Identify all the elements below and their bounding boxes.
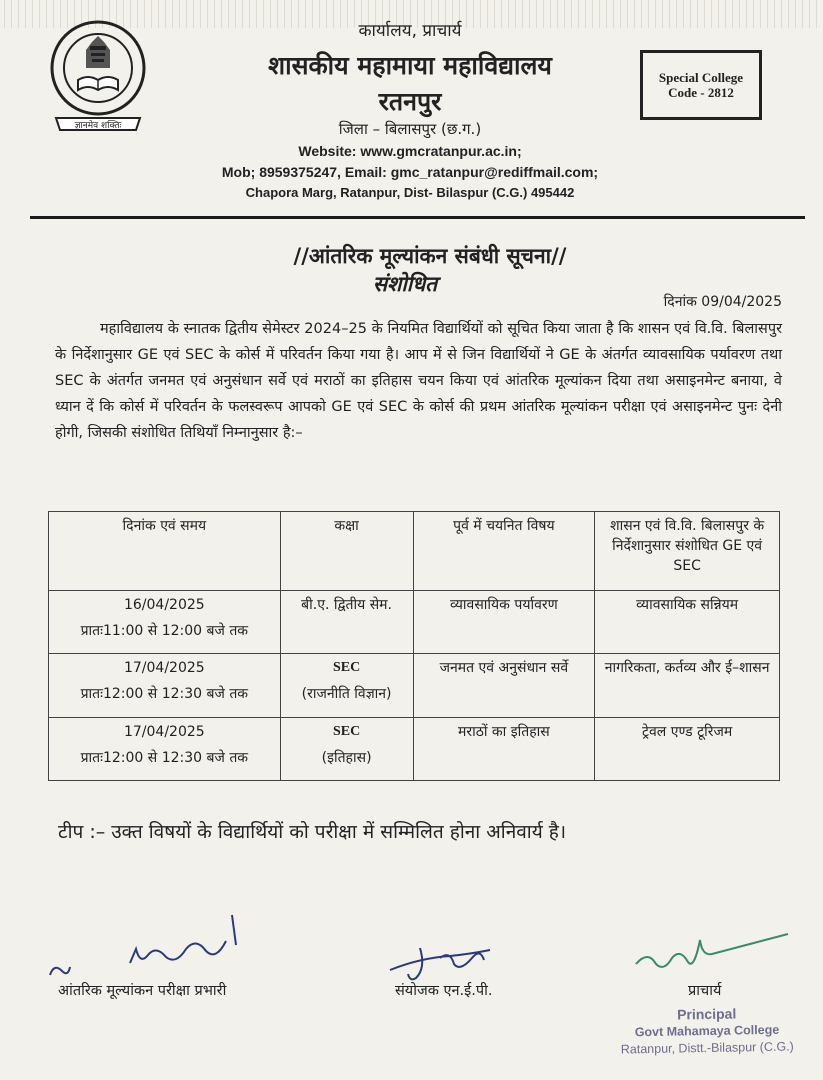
college-code-label: Special College — [658, 70, 744, 85]
notice-body: महाविद्यालय के स्नातक द्वितीय सेमेस्टर 2024–25 के नियमित विद्यार्थियों को सूचित किया जाता है कि शासन एवं वि.वि. बिलासपुर के निर्देशानुसार GE एवं SEC के कोर्स में परिवर्तन किया गया है। आप में से जिन विद्यार्थियों ने GE के अंतर्गत व्यावसायिक पर्यावरण तथा SEC के अंतर्गत जनमत एवं अनुसंधान सर्वे एवं मराठों का इतिहास चयन किया एवं आंतरिक मूल्यांकन दिया तथा असाइनमेन्ट बनाया, वे ध्यान दें कि कोर्स में परिवर्तन के फलस्वरूप आपको GE एवं SEC के कोर्स की प्रथम आंतरिक मूल्यांकन परीक्षा एवं असाइनमेन्ट पुनः देनी होगी, जिसकी संशोधित तिथियाँ निम्नानुसार है:– — [55, 321, 782, 441]
stamp-line-3: Ratanpur, Distt.-Bilaspur (C.G.) — [620, 1039, 794, 1057]
signature-left — [40, 905, 260, 985]
cell-time: प्रातः12:00 से 12:30 बजे तक — [80, 686, 249, 703]
cell-date: 17/04/2025 — [123, 723, 205, 740]
cell-class-sub: (राजनीति विज्ञान) — [301, 686, 392, 703]
stamp-line-2: Govt Mahamaya College — [634, 1022, 780, 1040]
cell-time: प्रातः11:00 से 12:00 बजे तक — [80, 623, 249, 639]
cell-class — [280, 654, 413, 717]
logo-motto: ज्ञानमेव शक्तिः — [74, 121, 122, 131]
cell-class-main: बी.ए. द्वितीय सेम. — [301, 597, 393, 613]
cell-revised-subject: नागरिकता, कर्तव्य और ई–शासन — [595, 654, 780, 717]
cell-class — [280, 717, 413, 780]
college-code-box — [640, 50, 762, 120]
cell-date: 17/04/2025 — [123, 660, 205, 677]
notice-date: दिनांक 09/04/2025 — [663, 294, 782, 310]
header-date-time: दिनांक एवं समय — [49, 512, 281, 591]
cell-previous-subject: मराठों का इतिहास — [413, 717, 595, 780]
cell-revised-subject: व्यावसायिक सन्नियम — [595, 591, 780, 654]
principal-stamp — [592, 1004, 823, 1059]
header-previous-subject: पूर्व में चयनित विषय — [413, 512, 595, 591]
table-row — [49, 591, 780, 654]
notice-title: //आंतरिक मूल्यांकन संबंधी सूचना// — [293, 244, 567, 268]
schedule-table — [48, 511, 780, 781]
website-line: Website: www.gmcratanpur.ac.in; — [298, 143, 522, 159]
cell-class — [280, 591, 413, 654]
cell-date: 16/04/2025 — [123, 597, 205, 613]
contact-line: Mob; 8959375247, Email: gmc_ratanpur@rediffmail.com; — [221, 164, 599, 180]
cell-previous-subject: व्यावसायिक पर्यावरण — [413, 591, 595, 654]
signature-right — [628, 920, 798, 980]
college-emblem-logo — [48, 16, 148, 138]
stamp-line-1: Principal — [676, 1005, 737, 1023]
signature-label-principal: प्राचार्य — [688, 983, 722, 999]
cell-time: प्रातः12:00 से 12:30 बजे तक — [80, 749, 249, 766]
header-revised-subject: शासन एवं वि.वि. बिलासपुर के निर्देशानुसार संशोधित GE एवं SEC — [595, 512, 780, 591]
table-row — [49, 654, 780, 717]
cell-date-time — [49, 654, 281, 717]
district-line: जिला – बिलासपुर (छ.ग.) — [338, 120, 482, 138]
address-line: Chapora Marg, Ratanpur, Dist- Bilaspur (C.G.) 495442 — [245, 185, 575, 200]
signature-middle — [380, 928, 510, 988]
signature-label-nep-coordinator: संयोजक एन.ई.पी. — [395, 983, 493, 999]
table-header-row — [49, 512, 780, 591]
town-name: रतनपुर — [378, 87, 442, 116]
cell-class-main: SEC — [332, 723, 361, 739]
cell-class-main: SEC — [332, 660, 361, 676]
cell-date-time — [49, 717, 281, 780]
note-line: टीप :– उक्त विषयों के विद्यार्थियों को परीक्षा में सम्मिलित होना अनिवार्य है। — [58, 821, 567, 843]
college-code-value: Code - 2812 — [668, 85, 734, 100]
cell-date-time — [49, 591, 281, 654]
cell-revised-subject: ट्रेवल एण्ड टूरिजम — [595, 717, 780, 780]
revised-label: संशोधित — [372, 272, 438, 296]
cell-previous-subject: जनमत एवं अनुसंधान सर्वे — [413, 654, 595, 717]
office-line: कार्यालय, प्राचार्य — [358, 21, 462, 41]
cell-class-sub: (इतिहास) — [321, 749, 372, 766]
signature-label-exam-incharge: आंतरिक मूल्यांकन परीक्षा प्रभारी — [58, 983, 227, 999]
college-name: शासकीय महामाया महाविद्यालय — [268, 51, 552, 80]
table-row — [49, 717, 780, 780]
header-class: कक्षा — [280, 512, 413, 591]
header-divider — [30, 216, 805, 219]
